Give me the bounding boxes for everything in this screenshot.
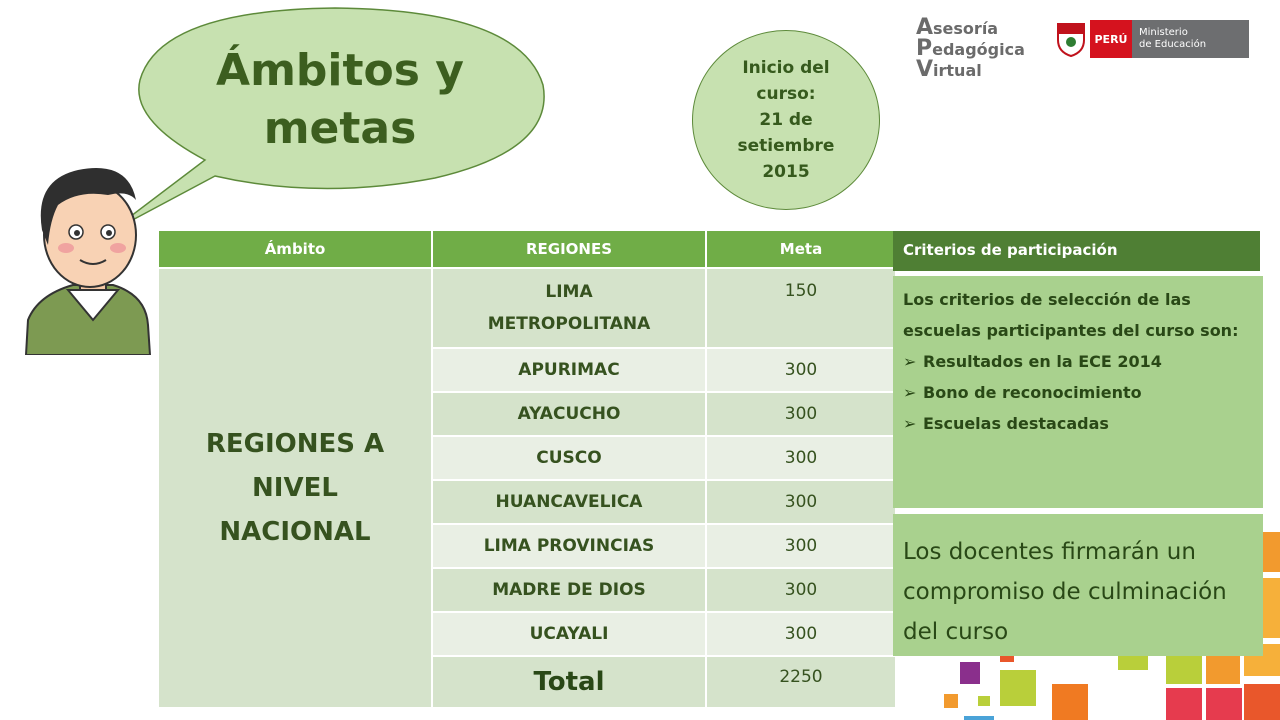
- total-label: Total: [433, 657, 705, 707]
- table-row: [433, 437, 895, 479]
- regions-goals-table: [159, 231, 895, 707]
- region-cell: MADRE DE DIOS: [433, 569, 705, 611]
- meta-cell: 300: [707, 437, 895, 479]
- peru-logo: PERÚ: [1090, 20, 1132, 58]
- region-cell: CUSCO: [433, 437, 705, 479]
- ministerio-educacion-logo: Ministerio de Educación: [1132, 20, 1249, 58]
- start-date-line: curso:: [756, 84, 816, 104]
- start-date-line: Inicio del: [742, 58, 830, 78]
- start-date-line: 2015: [762, 162, 810, 182]
- table-row: [433, 613, 895, 655]
- asesoria-pedagogica-logo: Asesoría Pedagógica Virtual: [916, 15, 1025, 82]
- commitment-note: Los docentes firmarán un compromiso de culminación del curso: [893, 514, 1263, 656]
- criteria-panel: [893, 276, 1263, 508]
- meta-cell: 300: [707, 393, 895, 435]
- table-row: [433, 481, 895, 523]
- header-regiones: REGIONES: [433, 231, 705, 267]
- ambito-cell: REGIONES A NIVEL NACIONAL: [159, 269, 431, 707]
- region-cell: AYACUCHO: [433, 393, 705, 435]
- criteria-item: ➢ Escuelas destacadas: [903, 408, 1253, 439]
- table-row: [433, 569, 895, 611]
- criteria-header: Criterios de participación: [893, 231, 1260, 271]
- criteria-item: ➢ Bono de reconocimiento: [903, 377, 1253, 408]
- teacher-character-illustration: [18, 160, 158, 355]
- region-cell: HUANCAVELICA: [433, 481, 705, 523]
- meta-cell: 300: [707, 481, 895, 523]
- table-row: [433, 269, 895, 347]
- table-row: [433, 393, 895, 435]
- region-cell: UCAYALI: [433, 613, 705, 655]
- total-row: [433, 657, 895, 707]
- criteria-item: ➢ Resultados en la ECE 2014: [903, 346, 1253, 377]
- peru-coat-of-arms-icon: [1054, 18, 1088, 58]
- region-cell: APURIMAC: [433, 349, 705, 391]
- course-start-date: [692, 30, 880, 210]
- region-cell: LIMA PROVINCIAS: [433, 525, 705, 567]
- page-title: Ámbitos y metas: [216, 45, 464, 154]
- meta-cell: 300: [707, 569, 895, 611]
- header-meta: Meta: [707, 231, 895, 267]
- table-row: [433, 349, 895, 391]
- criteria-intro: Los criterios de selección de las escuelas participantes del curso son:: [903, 290, 1239, 340]
- meta-cell: 300: [707, 613, 895, 655]
- region-cell: LIMA METROPOLITANA: [433, 269, 705, 347]
- meta-cell: 300: [707, 349, 895, 391]
- start-date-line: 21 de: [759, 110, 813, 130]
- meta-cell: 300: [707, 525, 895, 567]
- criteria-list: [903, 346, 1253, 439]
- start-date-line: setiembre: [737, 136, 835, 156]
- table-row: [433, 525, 895, 567]
- total-value: 2250: [707, 657, 895, 707]
- header-ambito: Ámbito: [159, 231, 431, 267]
- meta-cell: 150: [707, 269, 895, 347]
